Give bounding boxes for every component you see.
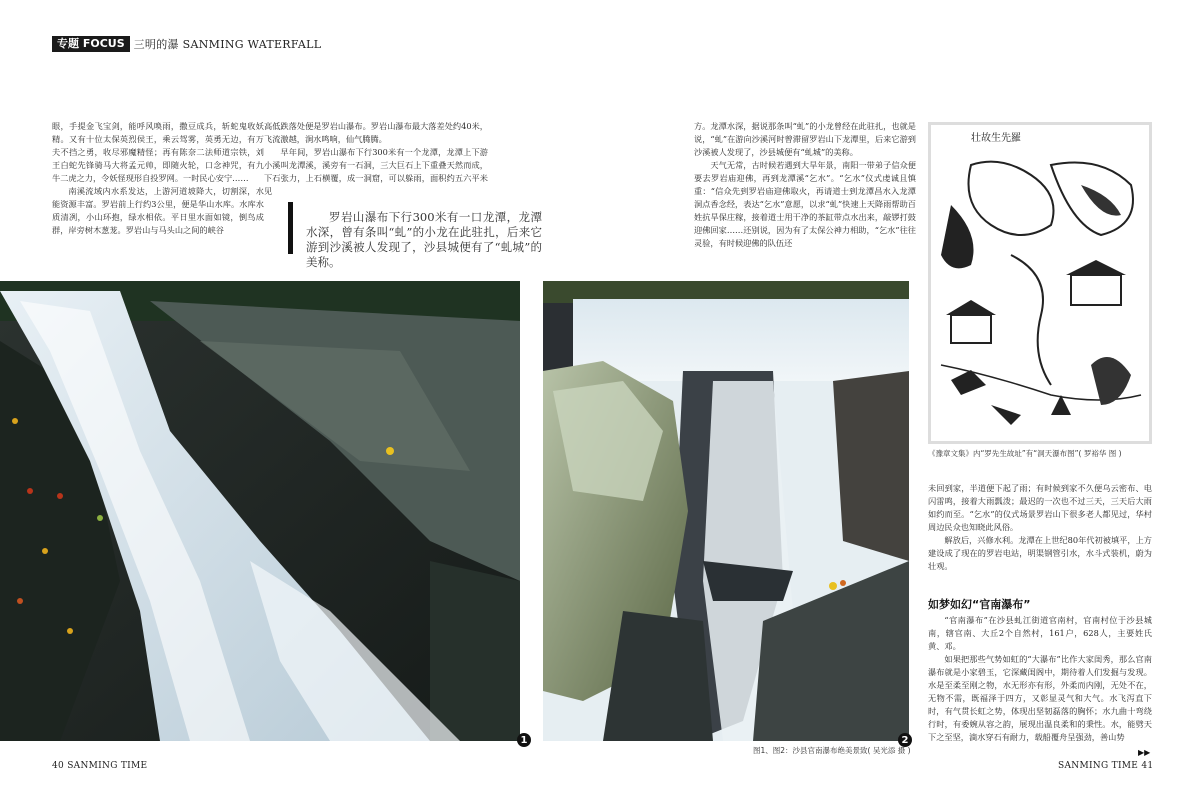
paragraph: 未回到家，半道便下起了雨；有时候到家不久便乌云密布、电闪雷鸣，接着大雨瓢泼；最迟的一次也不过三天，三天后大雨如约而至。“乞水”的仪式场景罗岩山下很多老人都见过，华村周边民众也知晓此风俗。	[928, 483, 1152, 532]
paragraph: 解放后，兴修水利。龙潭在上世纪80年代初被填平，上方建设成了现在的罗岩电站，明渠钢管引水，水斗式装机，蔚为壮观。	[928, 535, 1152, 571]
text-column-4	[928, 482, 1152, 573]
section-subheading: 如梦如幻“官南瀑布”	[928, 598, 1031, 611]
page-number-left: 40 SANMING TIME	[52, 761, 148, 771]
waterfall-photo-1-image	[0, 281, 520, 741]
continue-arrow-icon: ▶▶	[1138, 748, 1151, 757]
map-caption: 《豫章文集》内“罗先生故址”有“洞天瀑布图”( 罗裕华 图 )	[928, 449, 1122, 458]
paragraph: “官南瀑布”在沙县虬江街道官南村，官南村位于沙县城南，辖官南、大丘2个自然村，161户，628人，主要姓氏黄、邓。	[928, 615, 1152, 651]
section-tag: 专题 FOCUS	[52, 36, 130, 52]
section-header	[52, 36, 321, 52]
waterfall-photo-2-image	[543, 281, 909, 741]
text-column-3	[694, 120, 916, 250]
waterfall-photo-1	[0, 281, 528, 746]
ancient-map-drawing	[931, 125, 1149, 441]
photo-number-1: 1	[517, 733, 531, 747]
pull-quote-text: 罗岩山瀑布下行300米有一口龙潭，龙潭水深，曾有条叫“虬”的小龙在此驻扎，后来它游到沙溪被人发现了，沙县城便有了“虬城”的美称。	[306, 210, 542, 269]
section-title: 三明的瀑 SANMING WATERFALL	[133, 38, 322, 51]
page-number-right: SANMING TIME 41	[1058, 761, 1154, 771]
ancient-map-illustration	[928, 122, 1152, 444]
waterfall-photo-2	[543, 281, 909, 746]
paragraph: 天气无常，古时候若遇到大旱年景，南阳一带弟子信众便要去罗岩庙迎佛，再到龙潭溪“乞水”。“乞水”仪式虔诚且慎重：“信众先到罗岩庙迎佛取火，再请道士到龙潭昌水入龙潭洞点香念经，表达“乞水”意愿，以求“虬”快速上天降雨帮助百姓抗旱保庄稼，接着道士用干净的茶缸带点水出来，敲锣打鼓迎佛回家……还别说，因为有了太保公神力相助，“乞水”往往灵验，有时候迎佛的队伍还	[694, 160, 916, 248]
map-title: 壮故生先羅	[971, 133, 1021, 144]
pull-quote	[288, 200, 542, 269]
paragraph: 早年间，罗岩山瀑布下行300米有一个龙潭，龙潭上下游小溪叫龙潭溪，溪旁有一石洞，三大巨石上下重叠天然而成，下石张力，上石横覆，成一洞窟，可以躲雨，面积约五六平米见	[264, 147, 488, 196]
paragraph: 如果把那些气势如虹的“大瀑布”比作大家闺秀，那么官南瀑布就是小家碧玉，它深藏闺阁中，期待着人们发掘与发现。水是至柔至刚之物，水无形亦有形，外柔而内刚，无处不在，无物不需，既福泽于四方，又彰显灵气和大气。水飞泻直下时，有气贯长虹之势，体现出坚韧磊落的胸怀；水九曲十弯绕行时，有委婉从容之韵，展现出温良柔和的秉性。水，能劈天下之至坚，滴水穿石有耐力，载船覆舟呈强劲，善山势	[928, 654, 1152, 742]
paragraph: 高低跌落处便是罗岩山瀑布。罗岩山瀑布最大落差处约40米，飞流激越，涧水鸣响，仙气腾腾。	[264, 121, 488, 144]
text-column-1	[52, 120, 264, 237]
photo-number-2: 2	[898, 733, 912, 747]
paragraph: 方。龙潭水深，据说那条叫“虬”的小龙曾经在此驻扎，也就是说，“虬”在游向沙溪河时曾滞留罗岩山下龙潭里，后来它游到沙溪被人发现了，沙县城便有“虬城”的美称。	[694, 121, 916, 157]
text-column-5	[928, 614, 1152, 744]
text-column-2	[264, 120, 488, 198]
paragraph: 眼，手提金飞宝剑，能呼风唤雨，撒豆成兵，斩蛇鬼收妖精。又有十位太保英烈侯王，乘云驾雾，英勇无边，有万夫不挡之勇，收尽邪魔精怪；再有陈奈二法师道宗铁，刘王白蛇先锋骑马大将孟元帅，即随火轮，口念神咒，有九牛二虎之力，令妖怪现形自投罗网。一时民心安宁……	[52, 121, 264, 183]
paragraph: 南溪流域内水系发达，上游河道坡降大，切割深，水能资源丰富。罗岩前上行约3公里，便是华山水库。水库水质清冽，小山环抱，绿水相依。平日里水面如镜，倒鸟成群，岸旁树木葱茏。罗岩山与马头山之间的峡谷	[52, 186, 264, 235]
photo-caption: 图1、图2：沙县官南瀑布绝美景致( 吴光添 摄 )	[753, 746, 911, 755]
pull-quote-bar	[288, 202, 293, 254]
